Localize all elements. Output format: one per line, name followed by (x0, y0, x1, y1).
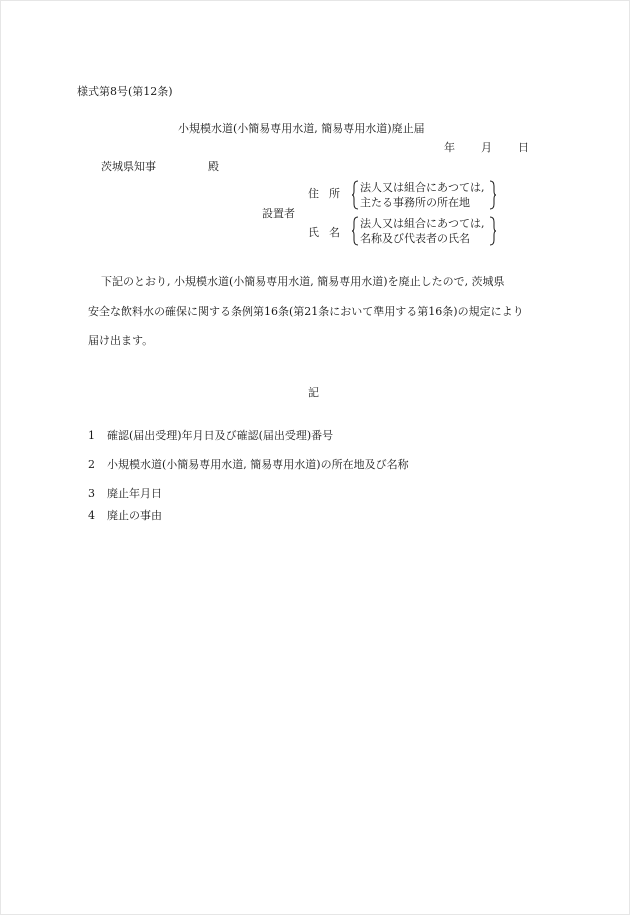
address-note (352, 180, 496, 210)
address-label: 住 所 (308, 187, 340, 200)
name-note (352, 216, 496, 246)
list-item-text: 小規模水道(小簡易専用水道, 簡易専用水道)の所在地及び名称 (107, 458, 409, 471)
list-item (88, 488, 162, 499)
installer-label: 設置者 (262, 207, 295, 220)
name-note-line1: 法人又は組合にあつては, (360, 217, 485, 230)
name-label: 氏 名 (308, 226, 340, 239)
date-month-label: 月 (481, 141, 492, 154)
list-item-number: 2 (88, 458, 95, 471)
list-item (88, 430, 333, 441)
list-item-text: 廃止年月日 (107, 487, 162, 500)
document-title: 小規模水道(小簡易専用水道, 簡易専用水道)廃止届 (178, 122, 425, 135)
list-item-text: 確認(届出受理)年月日及び確認(届出受理)番号 (107, 429, 334, 442)
addressee-name: 茨城県知事 (101, 160, 156, 173)
addressee-honorific: 殿 (208, 160, 219, 173)
addressee (101, 161, 219, 172)
list-item (88, 510, 162, 521)
note-heading: 記 (308, 386, 319, 399)
list-item-number: 4 (88, 509, 95, 522)
form-number: 様式第8号(第12条) (77, 85, 173, 98)
address-note-line2: 主たる事務所の所在地 (360, 196, 470, 209)
list-item-number: 1 (88, 429, 95, 442)
body-paragraph-line: 安全な飲料水の確保に関する条例第16条(第21条において準用する第16条)の規定により (88, 305, 524, 318)
list-item (88, 459, 409, 470)
body-paragraph-line: 下記のとおり, 小規模水道(小簡易専用水道, 簡易専用水道)を廃止したので, 茨城県 (101, 275, 505, 288)
date-line (444, 142, 529, 153)
date-year-label: 年 (444, 141, 455, 154)
list-item-number: 3 (88, 487, 95, 500)
address-note-line1: 法人又は組合にあつては, (360, 181, 485, 194)
name-note-line2: 名称及び代表者の氏名 (360, 232, 470, 245)
body-paragraph-line: 届け出ます。 (88, 334, 154, 347)
date-day-label: 日 (518, 141, 529, 154)
list-item-text: 廃止の事由 (107, 509, 162, 522)
